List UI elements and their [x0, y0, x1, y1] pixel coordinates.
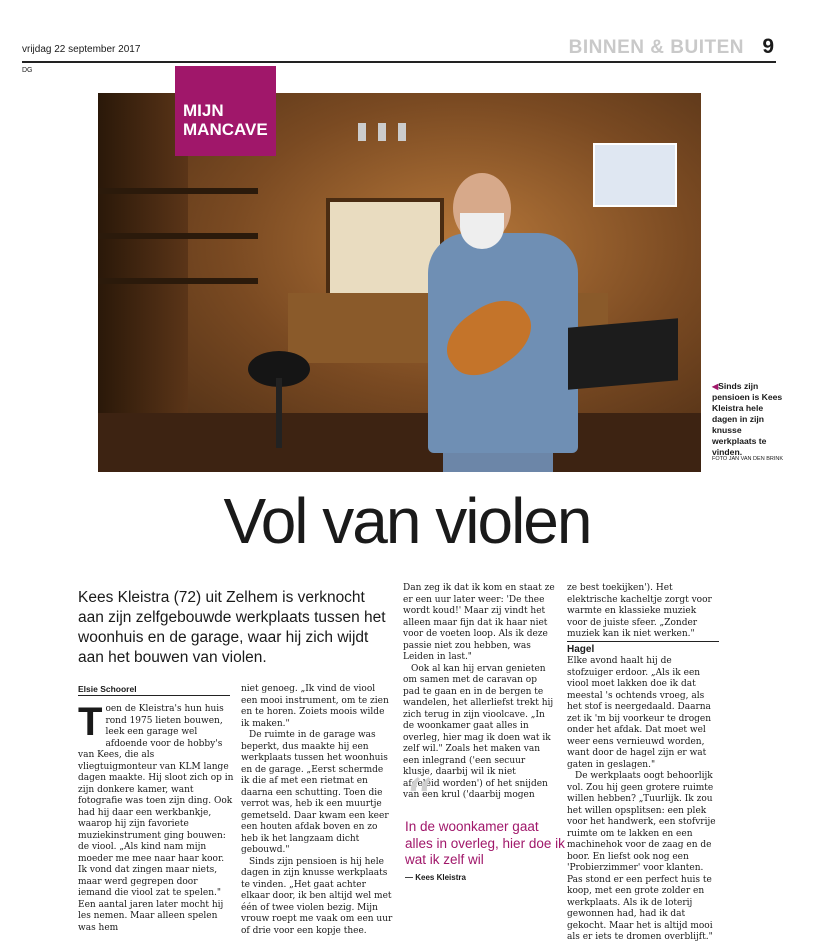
photo-shelf	[98, 278, 258, 284]
caption-pointer-icon: ◀	[712, 382, 719, 391]
drop-cap: T	[78, 700, 103, 744]
photo-lamp	[378, 123, 386, 141]
photo-credit: FOTO JAN VAN DEN BRINK	[712, 456, 784, 462]
photo-lamp	[398, 123, 406, 141]
photo-shelf	[98, 188, 258, 194]
article-column-2	[241, 684, 393, 937]
paragraph: Ook al kan hij ervan genieten om samen met de caravan op pad te gaan en in de bergen te wandelen, het allerliefst trekt hij zich terug in zijn vioolcave. „In de woonkamer gaat alles in overleg, hier mag ik doen wat ik zelf wil." Zoals het maken van een inlegrand ('een secuur klusje, daarbij wil ik niet afgeleid worden') of het snijden van een krul ('daarbij mogen	[403, 663, 554, 800]
quote-mark-icon: “	[405, 768, 434, 833]
subhead-rule	[567, 641, 719, 642]
photo-laptop	[568, 318, 678, 390]
paragraph	[78, 700, 234, 934]
article-column-4	[567, 583, 719, 944]
pull-quote-attribution: — Kees Kleistra	[405, 873, 466, 882]
issue-date: vrijdag 22 september 2017	[22, 44, 141, 55]
photo-shelf	[98, 233, 258, 239]
photo-floor	[98, 413, 701, 472]
paragraph: Sinds zijn pensioen is hij hele dagen in zijn knusse werkplaats te vinden. „Het gaat achter elkaar door, ik ben altijd wel met één of twee violen bezig. Mijn vrouw roept me vaak om een uur of drie voor een kopje thee.	[241, 856, 393, 936]
mancave-label	[183, 101, 268, 139]
subheading: Hagel	[567, 643, 595, 655]
article-intro: Kees Kleistra (72) uit Zelhem is verknocht aan zijn zelfgebouwde werkplaats tussen het woonhuis en de garage, waar hij zich wijdt aan het bouwen van violen.	[78, 589, 386, 666]
paragraph-text: oen de Kleistra's hun huis rond 1975 lieten bouwen, leek een garage wel afdoende voor de hobby's van Kees, die als vliegtuigmonteur van KLM lange dagen maakte. Hij sloot zich op in zijn donkere kamer, want fotografie was toen zijn ding. Ook had hij daar een werkbankje, waarop hij zijn favoriete muziekinstrument ging bouwen: de viool. „Als kind nam mijn moeder me mee naar haar koor. Ik vond dat zingen maar niets, maar werd gegrepen door iemand die viool zat te spelen." Een aantal jaren later mocht hij les nemen. Maar alleen spelen was hem	[78, 704, 234, 933]
header-rule	[22, 61, 776, 63]
caption-text: Sinds zijn pensioen is Kees Kleistra hele dagen in zijn knusse werkplaats te vinden.	[712, 381, 783, 457]
article-column-1	[78, 700, 234, 934]
section-title: BINNEN & BUITEN	[568, 37, 744, 58]
mancave-label-line2: MANCAVE	[183, 120, 268, 139]
paragraph: niet genoeg. „Ik vind de viool een mooi instrument, om te zien en te horen. Zoiets moois wilde ik maken."	[241, 684, 389, 729]
article-headline: Vol van violen	[223, 485, 591, 557]
photo-pinned-photos	[593, 143, 677, 207]
photo-window	[326, 198, 444, 301]
paragraph: De ruimte in de garage was beperkt, dus maakte hij een werkplaats tussen het woonhuis en de garage. „Eerst schermde ik die af met een rietmat en daarna een schutting. Toen die verrot was, heb ik een muurtje gemetseld. Daar kwam een keer een houten afdak boven en zo heb ik het langzaam dicht gebouwd."	[241, 730, 389, 855]
photo-stool-leg	[276, 378, 282, 448]
edition-code: DG	[22, 67, 33, 74]
pull-quote: In de woonkamer gaat alles in overleg, hier doe ik wat ik zelf wil	[405, 819, 565, 867]
photo-lamp	[358, 123, 366, 141]
byline: Elsie Schoorel	[78, 684, 230, 696]
paragraph: Dan zeg ik dat ik kom en staat ze er een uur later weer: 'De thee wordt koud!' Maar zij vindt het alleen maar fijn dat ik haar niet voor de voeten loop. Als ik deze passie niet zou hebben, was Leiden in last."	[403, 583, 555, 662]
page-number: 9	[762, 35, 774, 58]
paragraph: Elke avond haalt hij de stofzuiger erdoor. „Als ik een viool moet lakken doe ik dat meestal 's ochtends vroeg, als het stof is neergedaald. Daarna zet ik 'm bij voorkeur te drogen onder het afdak. Dat moet wel weer eens vernieuwd worden, want door de hagel zijn er wat gaten in geslagen."	[567, 656, 712, 770]
paragraph: ze best toekijken'). Het elektrische kacheltje zorgt voor warmte en klassieke muziek voor de juiste sfeer. „Zonder muziek kan ik niet werken."	[567, 583, 712, 639]
paragraph: De werkplaats oogt behoorlijk vol. Zou hij geen grotere ruimte willen hebben? „Tuurlijk. Ik zou het willen opsplitsen: een plek voor het handwerk, een stofvrije ruimte om te lakken en een machinehok voor de zaag en de boor. En liefst ook nog een 'Probierzimmer' voor klanten. Pas stond er een perfect huis te koop, met een grote zolder en werkplaats. Als ik de loterij gewonnen had, had ik dat gekocht. Maar het is altijd mooi als er iets te dromen overblijft."	[567, 771, 716, 942]
mancave-label-line1: MIJN	[183, 101, 224, 120]
photo-caption	[712, 381, 786, 458]
